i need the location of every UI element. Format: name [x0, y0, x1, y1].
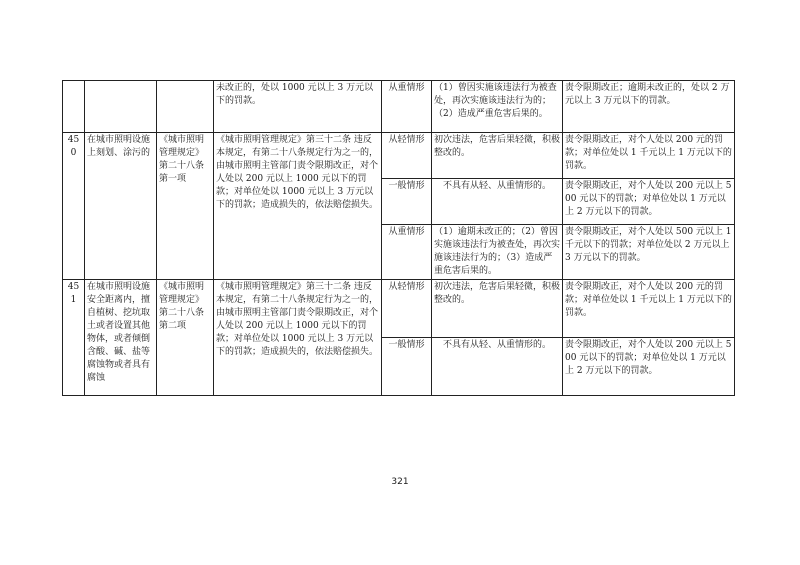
- cell-index: 451: [63, 280, 85, 396]
- cell-penalty: 责令限期改正，对个人处以 200 元的罚款；对单位处以 1 千元以上 1 万元以下的罚款。: [563, 280, 735, 338]
- table-row-450-light: [63, 133, 735, 179]
- cell-condition: 初次违法，危害后果轻微，积极整改的。: [432, 280, 563, 338]
- cell-severity: 一般情形: [382, 338, 432, 396]
- penalty-standard-table: [62, 80, 735, 396]
- cell-penalty: 责令限期改正，对个人处以 200 元以上 500 元以下的罚款；对单位处以 1 万元以上 2 万元以下的罚款。: [563, 179, 735, 225]
- cell-violation: 在城市照明设施安全距离内，擅自植树、挖坑取土或者设置其他物体，或者倾倒含酸、碱、盐等腐蚀物或者具有腐蚀: [85, 280, 157, 396]
- cell-condition: 初次违法，危害后果轻微，积极整改的。: [432, 133, 563, 179]
- cell-condition: （1）逾期未改正的；（2）曾因实施该违法行为被查处，再次实施该违法行为的；（3）造成严重危害后果的。: [432, 225, 563, 280]
- cell-penalty: 责令限期改正，对个人处以 200 元的罚款；对单位处以 1 千元以上 1 万元以下的罚款。: [563, 133, 735, 179]
- cell-punishment-basis: 《城市照明管理规定》第三十二条 违反本规定，有第二十八条规定行为之一的，由城市照明主管部门责令限期改正，对个人处以 200 元以上 1000 元以下的罚款；对单位处以 1000 元以上 3 万元以下的罚款；造成损失的，依法赔偿损失。: [214, 133, 382, 280]
- cell-severity: 从重情形: [382, 81, 432, 133]
- cell-penalty: 责令限期改正，对个人处以 200 元以上 500 元以下的罚款；对单位处以 1 万元以上 2 万元以下的罚款。: [563, 338, 735, 396]
- cell-law-basis: [157, 81, 214, 133]
- cell-violation: 在城市照明设施上刻划、涂污的: [85, 133, 157, 280]
- cell-condition: 不具有从轻、从重情形的。: [432, 179, 563, 225]
- cell-violation: [85, 81, 157, 133]
- cell-penalty: 责令限期改正，对个人处以 500 元以上 1 千元以下的罚款；对单位处以 2 万元以上 3 万元以下的罚款。: [563, 225, 735, 280]
- cell-punishment-basis: 未改正的，处以 1000 元以上 3 万元以下的罚款。: [214, 81, 382, 133]
- cell-severity: 从轻情形: [382, 280, 432, 338]
- cell-law-basis: 《城市照明管理规定》第二十八条第一项: [157, 133, 214, 280]
- table-row-451-light: [63, 280, 735, 338]
- cell-condition: 不具有从轻、从重情形的。: [432, 338, 563, 396]
- table-row-continuation: [63, 81, 735, 133]
- cell-severity: 从重情形: [382, 225, 432, 280]
- cell-index: [63, 81, 85, 133]
- cell-condition: （1）曾因实施该违法行为被查处，再次实施该违法行为的；（2）造成严重危害后果的。: [432, 81, 563, 133]
- cell-severity: 一般情形: [382, 179, 432, 225]
- cell-punishment-basis: 《城市照明管理规定》第三十二条 违反本规定，有第二十八条规定行为之一的，由城市照明主管部门责令限期改正，对个人处以 200 元以上 1000 元以下的罚款；对单位处以 1000 元以上 3 万元以下的罚款；造成损失的，依法赔偿损失。: [214, 280, 382, 396]
- cell-index: 450: [63, 133, 85, 280]
- cell-law-basis: 《城市照明管理规定》第二十八条第二项: [157, 280, 214, 396]
- cell-severity: 从轻情形: [382, 133, 432, 179]
- page-number: 321: [391, 477, 409, 487]
- cell-penalty: 责令限期改正；逾期未改正的，处以 2 万元以上 3 万元以下的罚款。: [563, 81, 735, 133]
